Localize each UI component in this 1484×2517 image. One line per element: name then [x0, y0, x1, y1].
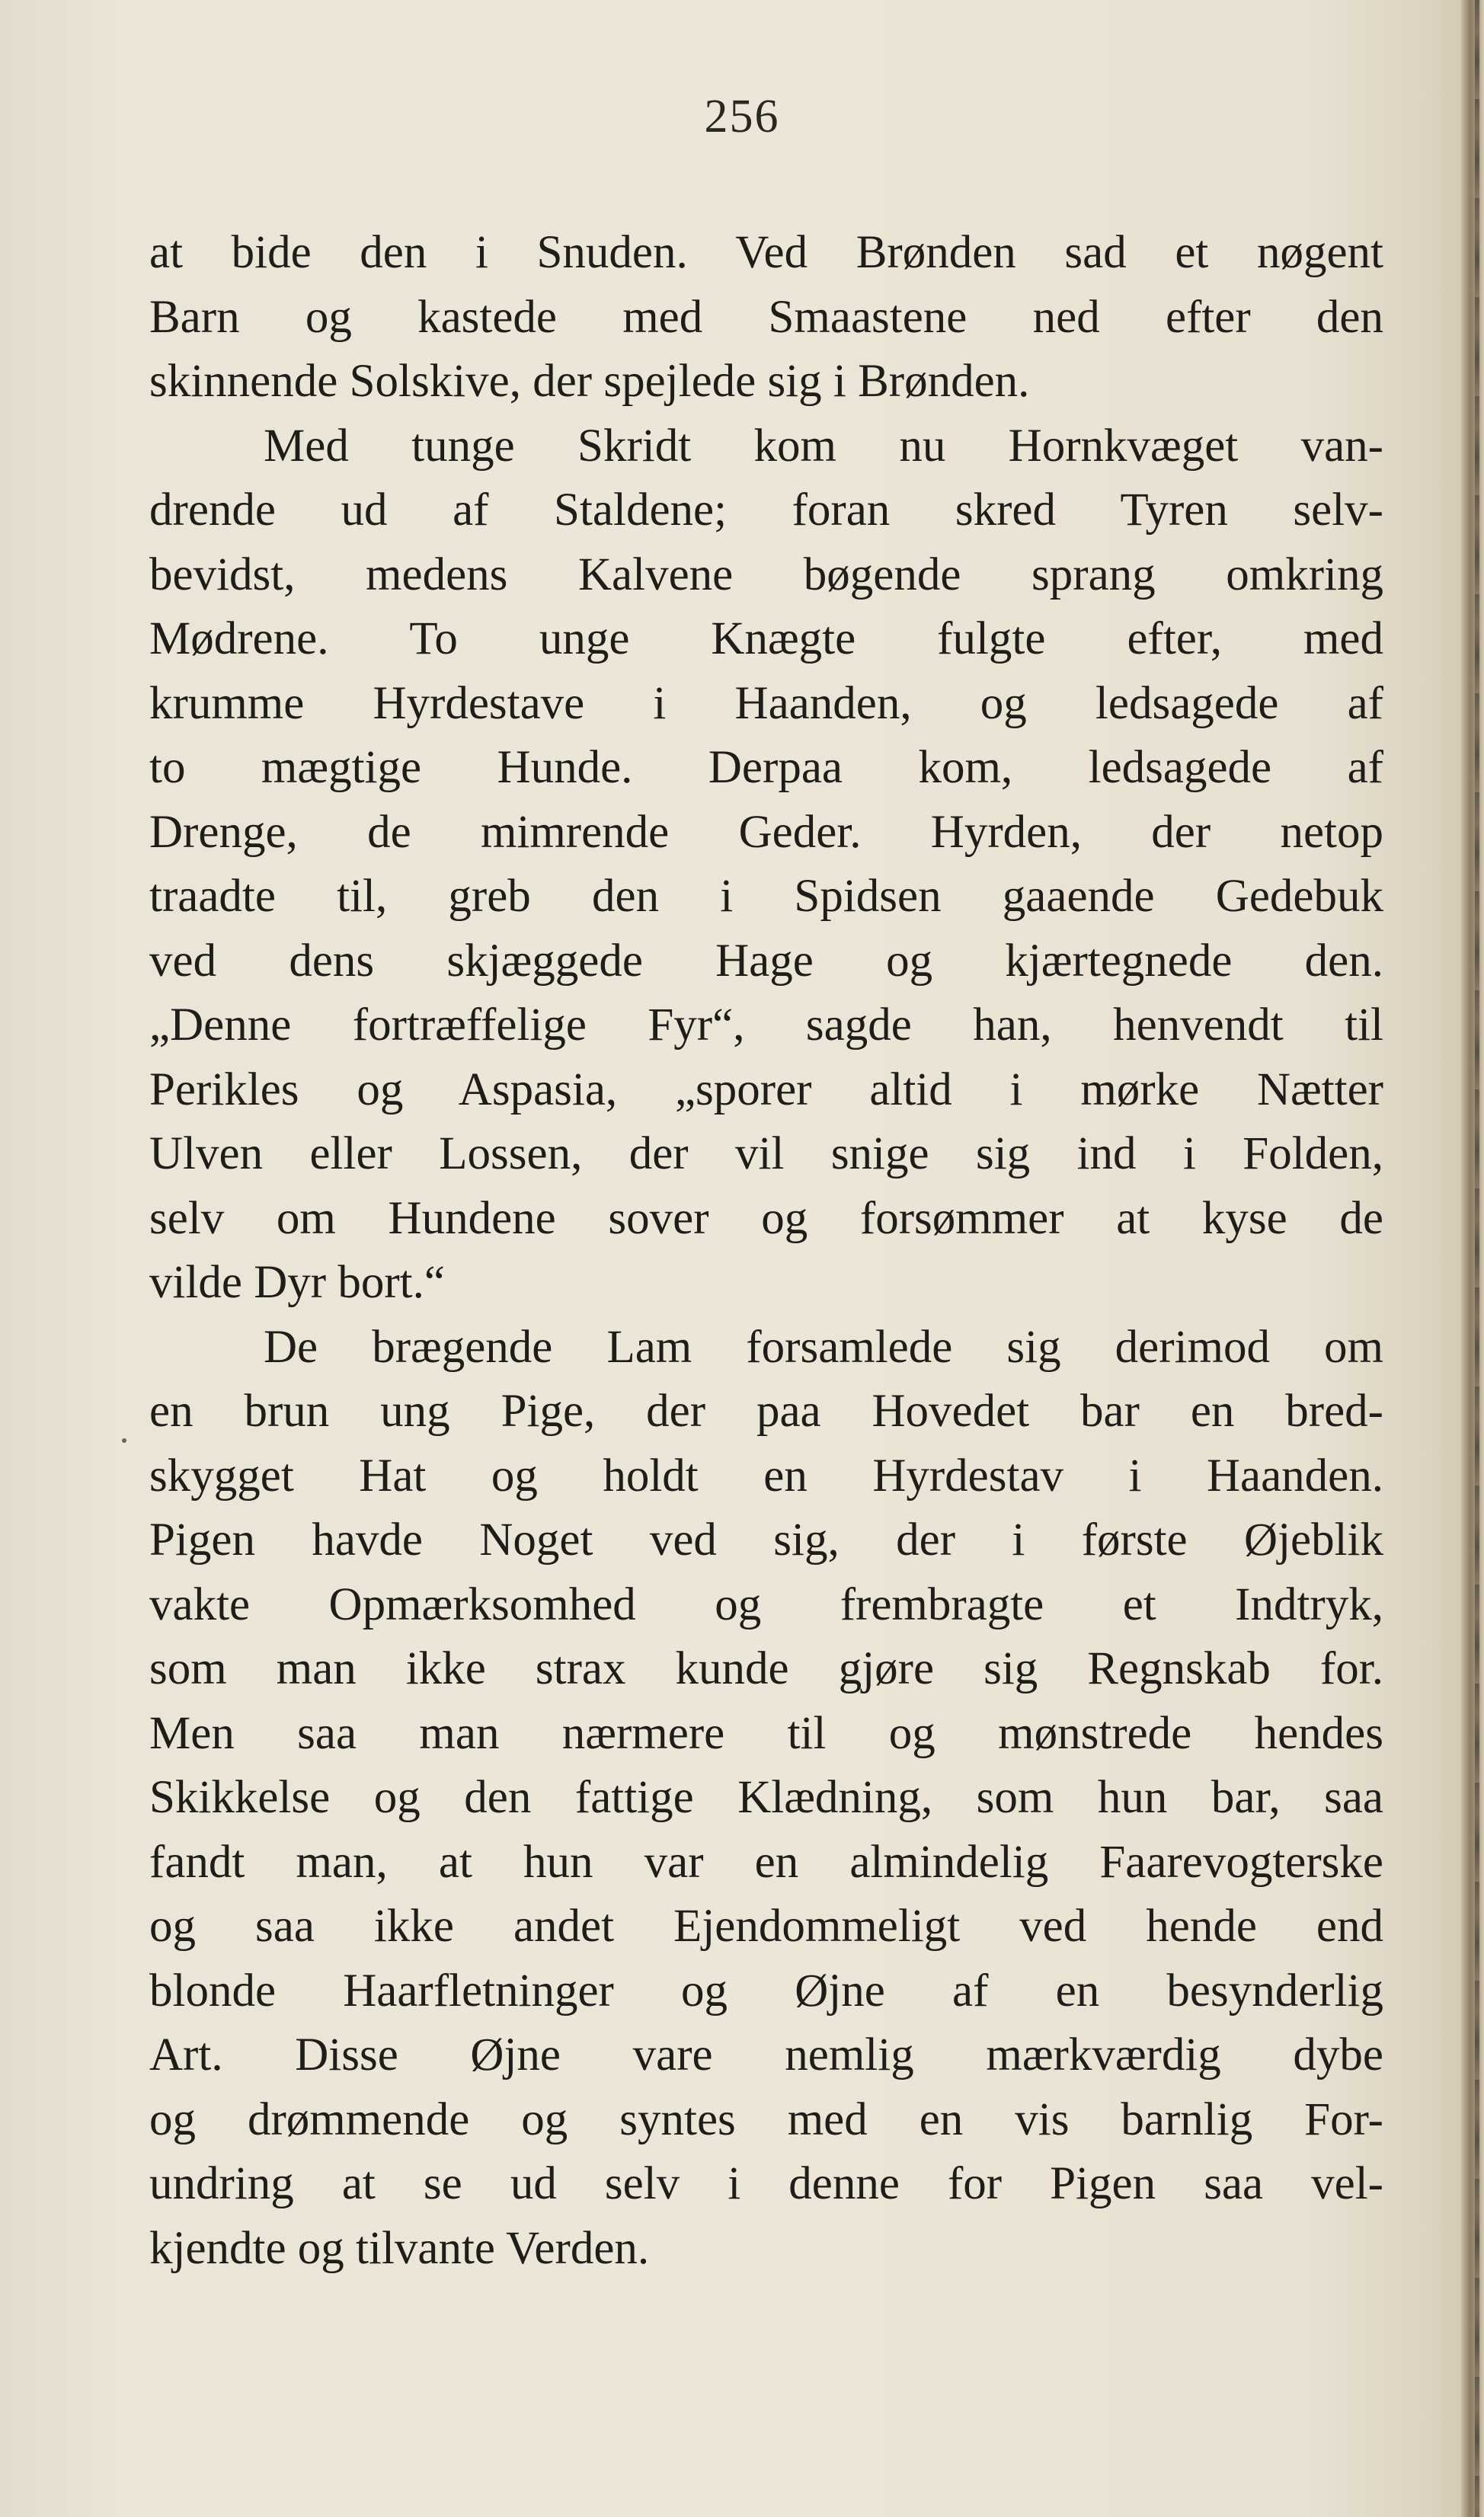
body-text	[149, 221, 1383, 2281]
text-line: Skikkelse og den fattige Klædning, som hun bar, saa	[149, 1772, 1383, 1823]
text-line: Pigen havde Noget ved sig, der i første Øjeblik	[149, 1514, 1383, 1566]
text-line: Med tunge Skridt kom nu Hornkvæget van-	[264, 420, 1383, 472]
text-line: kjendte og tilvante Verden.	[149, 2222, 650, 2274]
text-line: selv om Hundene sover og forsømmer at kyse de	[149, 1192, 1383, 1244]
page-edge-shadow	[1461, 0, 1484, 2517]
text-line: bevidst, medens Kalvene bøgende sprang omkring	[149, 548, 1383, 600]
text-line: at bide den i Snuden. Ved Brønden sad et nøgent	[149, 227, 1383, 278]
text-line: Ulven eller Lossen, der vil snige sig ind i Folden,	[149, 1128, 1383, 1179]
text-line: og drømmende og syntes med en vis barnlig For-	[149, 2093, 1383, 2145]
text-line: vilde Dyr bort.“	[149, 1257, 445, 1308]
text-line: De brægende Lam forsamlede sig derimod om	[264, 1321, 1383, 1373]
text-line: Mødrene. To unge Knægte fulgte efter, med	[149, 613, 1383, 664]
text-line: drende ud af Staldene; foran skred Tyren selv-	[149, 485, 1383, 536]
text-line: som man ikke strax kunde gjøre sig Regnskab for.	[149, 1643, 1383, 1694]
text-line: vakte Opmærksomhed og frembragte et Indtryk,	[149, 1578, 1383, 1630]
text-line: en brun ung Pige, der paa Hovedet bar en bred-	[149, 1386, 1383, 1437]
text-line: skinnende Solskive, der spejlede sig i Brønden.	[149, 356, 1030, 407]
text-line: Perikles og Aspasia, „sporer altid i mørke Nætter	[149, 1063, 1383, 1115]
paper-speck	[122, 1438, 126, 1443]
text-line: undring at se ud selv i denne for Pigen saa vel-	[149, 2158, 1383, 2209]
text-line: „Denne fortræffelige Fyr“, sagde han, henvendt til	[149, 999, 1383, 1051]
text-line: traadte til, greb den i Spidsen gaaende Gedebuk	[149, 871, 1383, 922]
text-line: og saa ikke andet Ejendommeligt ved hende end	[149, 1901, 1383, 1952]
page-edge-binding	[1475, 0, 1479, 2517]
text-line: to mægtige Hunde. Derpaa kom, ledsagede af	[149, 742, 1383, 793]
text-line: Art. Disse Øjne vare nemlig mærkværdig dybe	[149, 2029, 1383, 2080]
text-line: krumme Hyrdestave i Haanden, og ledsagede af	[149, 677, 1383, 729]
text-line: skygget Hat og holdt en Hyrdestav i Haanden.	[149, 1450, 1383, 1502]
text-line: Barn og kastede med Smaastene ned efter den	[149, 291, 1383, 343]
text-line: Men saa man nærmere til og mønstrede hendes	[149, 1707, 1383, 1759]
page-number: 256	[704, 91, 780, 142]
text-line: Drenge, de mimrende Geder. Hyrden, der netop	[149, 806, 1383, 858]
text-line: fandt man, at hun var en almindelig Faarevogterske	[149, 1836, 1383, 1888]
text-line: ved dens skjæggede Hage og kjærtegnede den.	[149, 935, 1383, 987]
text-line: blonde Haarfletninger og Øjne af en besynderlig	[149, 1965, 1383, 2016]
